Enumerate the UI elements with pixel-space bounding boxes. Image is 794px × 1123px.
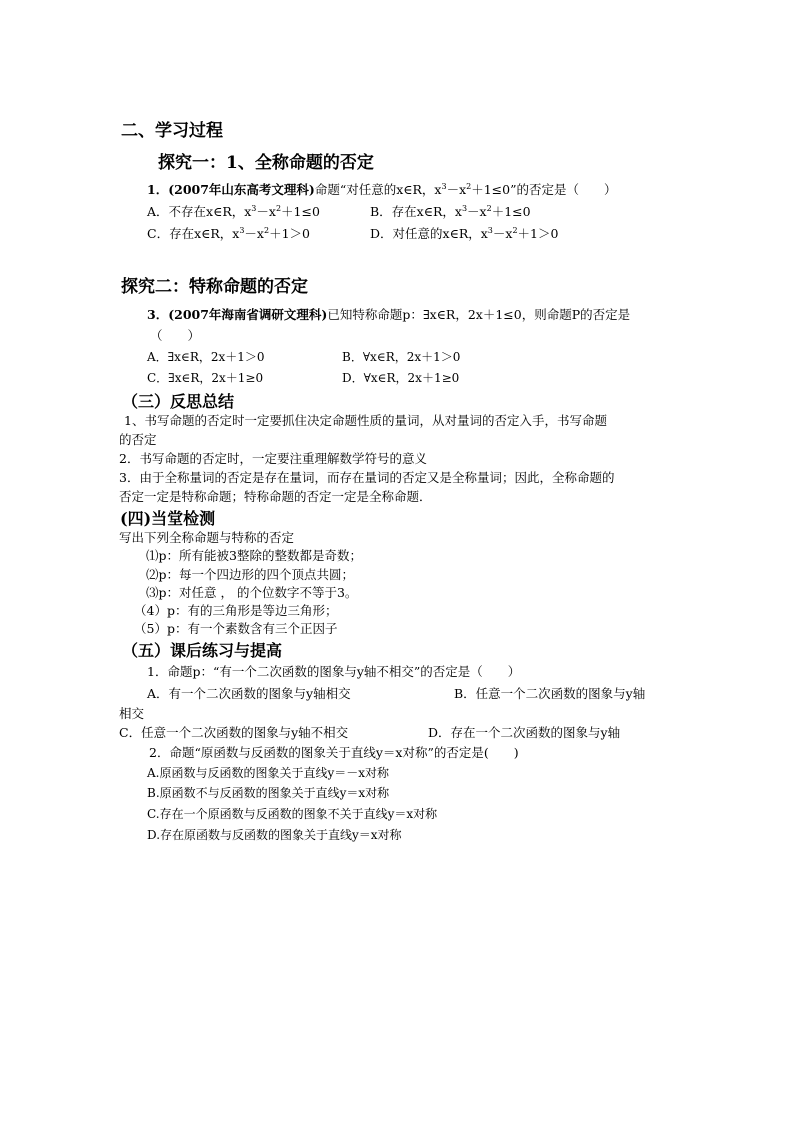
q1-source: (2007年山东高考文理科) xyxy=(168,182,315,197)
ex2-stem: 2．命题“原函数与反函数的图象关于直线y＝x对称”的否定是( ) xyxy=(149,745,519,760)
text: －x xyxy=(492,226,513,241)
exp: 2 xyxy=(263,226,270,235)
text: D．对任意的x∈R，x xyxy=(370,226,488,241)
check-item-1: ⑴p：所有能被3整除的整数都是奇数； xyxy=(146,548,362,563)
q1-stem-b: －x xyxy=(446,182,467,197)
summary-p1-line1: 1、书写命题的否定时一定要抓住决定命题性质的量词，从对量词的否定入手，书写命题 xyxy=(124,413,607,428)
q3-option-b: B．∀x∈R，2x＋1＞0 xyxy=(342,350,461,364)
ex2-option-d: D.存在原函数与反函数的图象关于直线y＝x对称 xyxy=(147,828,402,842)
explore2-title: 探究二：特称命题的否定 xyxy=(121,277,308,297)
text: －x xyxy=(244,226,264,241)
text: ＋1≤0 xyxy=(281,204,320,219)
text: C．存在x∈R，x xyxy=(147,226,240,241)
text: ＋1＞0 xyxy=(517,226,559,241)
ex2-option-b: B.原函数不与反函数的图象关于直线y＝x对称 xyxy=(147,786,390,800)
section5-title: （五）课后练习与提高 xyxy=(122,641,283,660)
section4-intro: 写出下列全称命题与特称的否定 xyxy=(119,530,295,545)
q1-option-d xyxy=(370,224,558,242)
ex1-option-b-continued: 相交 xyxy=(119,706,145,721)
text: ＋1≤0 xyxy=(491,204,531,219)
section-title-learning-process: 二、学习过程 xyxy=(121,121,223,141)
check-item-2: ⑵p：每一个四边形的四个顶点共圆； xyxy=(146,567,355,582)
text: ＋1＞0 xyxy=(269,226,310,241)
ex1-stem: 1．命题p：“有一个二次函数的图象与y轴不相交”的否定是（ ） xyxy=(147,664,521,679)
q1-option-a xyxy=(147,202,320,220)
check-item-3: ⑶p：对任意 ， 的个位数字不等于3。 xyxy=(146,585,358,600)
text: －x xyxy=(256,204,276,219)
explore1-title: 探究一：1、全称命题的否定 xyxy=(158,153,374,173)
text: B．存在x∈R，x xyxy=(370,204,462,219)
check-item-4: （4）p：有的三角形是等边三角形； xyxy=(134,603,338,618)
ex1-option-a: A．有一个二次函数的图象与y轴相交 xyxy=(147,686,351,701)
exp: 3 xyxy=(487,226,493,235)
exp: 2 xyxy=(486,204,492,213)
q3-option-d: D．∀x∈R，2x＋1≥0 xyxy=(342,371,460,385)
q1-option-c xyxy=(147,224,310,242)
ex1-option-c: C．任意一个二次函数的图象与y轴不相交 xyxy=(119,725,349,740)
ex1-option-d: D．存在一个二次函数的图象与y轴 xyxy=(428,725,621,740)
q3-source: (2007年海南省调研文理科) xyxy=(168,307,328,322)
summary-p3-line2: 否定一定是特称命题；特称命题的否定一定是全称命题． xyxy=(119,489,432,504)
summary-p1-line2: 的否定 xyxy=(119,432,157,447)
text: A．不存在x∈R，x xyxy=(147,204,252,219)
exp: 3 xyxy=(461,204,468,213)
q3-blank: （ ） xyxy=(150,328,201,343)
q1-number: 1． xyxy=(147,182,169,197)
q3-option-c: C．∃x∈R，2x＋1≥0 xyxy=(147,371,264,385)
exp: 2 xyxy=(275,204,282,213)
q1-stem-a: 命题“对任意的x∈R，x xyxy=(314,182,442,197)
summary-p2: 2．书写命题的否定时，一定要注重理解数学符号的意义 xyxy=(119,451,427,466)
q3-number: 3． xyxy=(147,307,169,322)
summary-p3-line1: 3．由于全称量词的否定是存在量词，而存在量词的否定又是全称量词；因此，全称命题的 xyxy=(119,470,615,485)
exp: 3 xyxy=(239,226,245,235)
q3-option-a: A．∃x∈R，2x＋1＞0 xyxy=(147,350,265,364)
q1-stem xyxy=(147,180,617,198)
q3-stem xyxy=(147,305,630,323)
exp: 3 xyxy=(441,182,447,191)
ex2-option-a: A.原函数与反函数的图象关于直线y＝－x对称 xyxy=(147,766,390,780)
q1-stem-c: ＋1≤0”的否定是（ ） xyxy=(471,182,617,197)
text: －x xyxy=(467,204,487,219)
exp: 3 xyxy=(251,204,257,213)
ex2-option-c: C.存在一个原函数与反函数的图象不关于直线y＝x对称 xyxy=(147,807,438,821)
exp: 2 xyxy=(512,226,518,235)
section4-title: (四)当堂检测 xyxy=(120,509,216,528)
q3-stem-text: 已知特称命题p：∃x∈R，2x＋1≤0，则命题P的否定是 xyxy=(327,307,631,322)
exp: 2 xyxy=(466,182,472,191)
ex1-option-b: B．任意一个二次函数的图象与y轴 xyxy=(454,686,646,701)
q1-option-b xyxy=(370,202,531,220)
check-item-5: （5）p：有一个素数含有三个正因子 xyxy=(134,621,338,636)
section3-title: （三）反思总结 xyxy=(122,392,235,411)
